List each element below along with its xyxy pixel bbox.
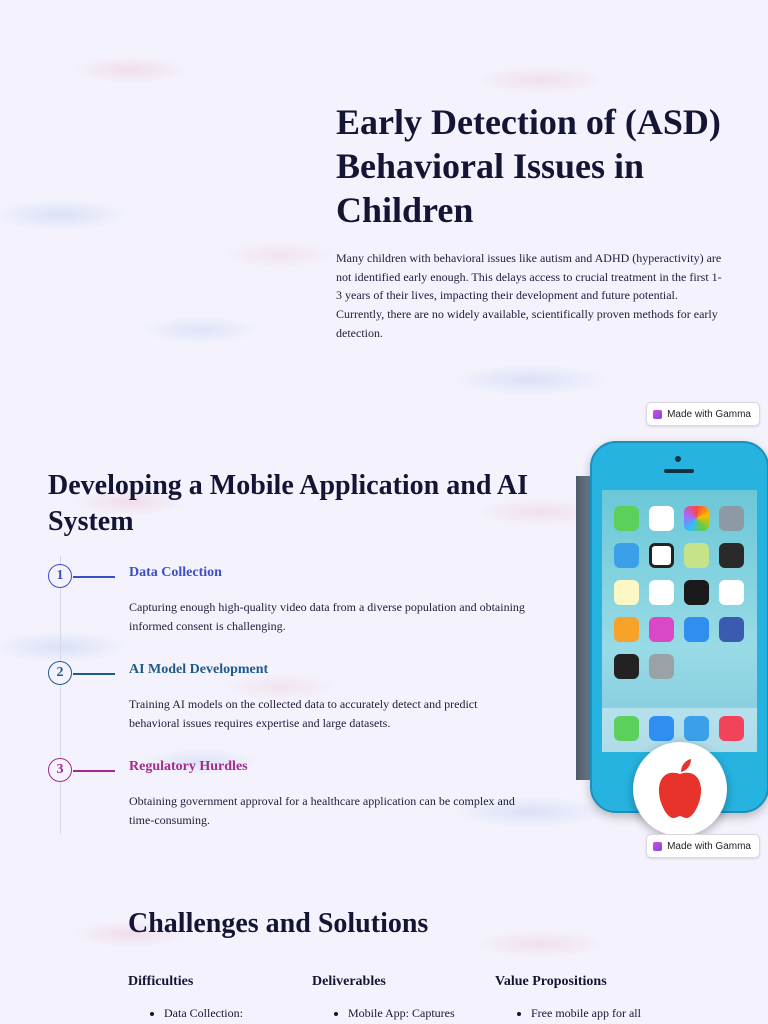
phone-speaker [664, 469, 694, 473]
made-with-gamma-badge-2[interactable] [646, 834, 760, 858]
itunes-store-app-icon [649, 617, 674, 642]
passbook-app-icon [719, 617, 744, 642]
column-heading-value-propositions: Value Propositions [495, 974, 607, 989]
music-app-icon [719, 716, 744, 741]
slide-challenges [0, 864, 768, 1024]
settings-app-icon [649, 654, 674, 679]
list-item: • Data Collection: [164, 1006, 298, 1021]
slide-intro [0, 0, 768, 432]
iphone-image [576, 432, 768, 852]
made-with-gamma-label-2: Made with Gamma [667, 840, 751, 852]
section-title-development: Developing a Mobile Application and AI System [48, 470, 528, 537]
maps-app-icon [684, 543, 709, 568]
app-grid [602, 500, 757, 679]
phone-app-icon [614, 716, 639, 741]
step-connector-1 [73, 576, 115, 578]
reminders-app-icon [649, 580, 674, 605]
list-item: • Free mobile app for all [531, 1006, 665, 1021]
list-item: • Mobile App: Captures [348, 1006, 482, 1021]
notes-app-icon [614, 580, 639, 605]
intro-paragraph: Many children with behavioral issues like autism and ADHD (hyperactivity) are not identified early enough. This delays access to crucial treatment in the first 1-3 years of their lives, impacting their development and future potential. Currently, there are no widely available, scientifically proven methods for early detection. [336, 251, 722, 340]
made-with-gamma-badge[interactable] [646, 402, 760, 426]
compass-app-icon [614, 654, 639, 679]
gamma-logo-icon [653, 842, 662, 851]
stocks-app-icon [684, 580, 709, 605]
difficulties-list [128, 1006, 298, 1021]
step-text-1: Capturing enough high-quality video data from a diverse population and obtaining informed consent is challenging. [129, 600, 525, 633]
phone-status-bar [602, 490, 757, 500]
apple-logo-icon [653, 758, 707, 820]
slide-development [0, 432, 768, 864]
step-number-3: 3 [48, 758, 72, 782]
step-heading-3: Regulatory Hurdles [129, 759, 248, 774]
step-heading-1: Data Collection [129, 565, 222, 580]
column-heading-difficulties: Difficulties [128, 974, 194, 989]
step-text-3: Obtaining government approval for a healthcare application can be complex and time-consuming. [129, 794, 515, 827]
column-difficulties [128, 974, 298, 1021]
step-connector-2 [73, 673, 115, 675]
weather-app-icon [614, 543, 639, 568]
camera-app-icon [719, 506, 744, 531]
made-with-gamma-label: Made with Gamma [667, 408, 751, 420]
messages-app-icon [614, 506, 639, 531]
step-connector-3 [73, 770, 115, 772]
step-number-1: 1 [48, 564, 72, 588]
safari-app-icon [684, 716, 709, 741]
clock-app-icon [649, 543, 674, 568]
column-value-propositions [495, 974, 665, 1021]
step-text-2: Training AI models on the collected data to accurately detect and predict behavioral issues requires expertise and large datasets. [129, 697, 478, 730]
gamma-logo-icon [653, 410, 662, 419]
deliverables-list [312, 1006, 482, 1021]
phone-screen [602, 490, 757, 752]
videos-app-icon [719, 543, 744, 568]
game-center-app-icon [719, 580, 744, 605]
calendar-app-icon [649, 506, 674, 531]
app-store-app-icon [684, 617, 709, 642]
column-deliverables [312, 974, 482, 1021]
apple-logo-badge [633, 742, 727, 836]
photos-app-icon [684, 506, 709, 531]
newsstand-app-icon [614, 617, 639, 642]
mail-app-icon [649, 716, 674, 741]
value-propositions-list [495, 1006, 665, 1021]
timeline-line [60, 556, 61, 834]
step-heading-2: AI Model Development [129, 662, 269, 677]
section-title-challenges: Challenges and Solutions [128, 908, 429, 939]
page-title: Early Detection of (ASD) Behavioral Issues in Children [336, 102, 721, 230]
column-heading-deliverables: Deliverables [312, 974, 386, 989]
phone-camera [675, 456, 681, 462]
step-number-2: 2 [48, 661, 72, 685]
